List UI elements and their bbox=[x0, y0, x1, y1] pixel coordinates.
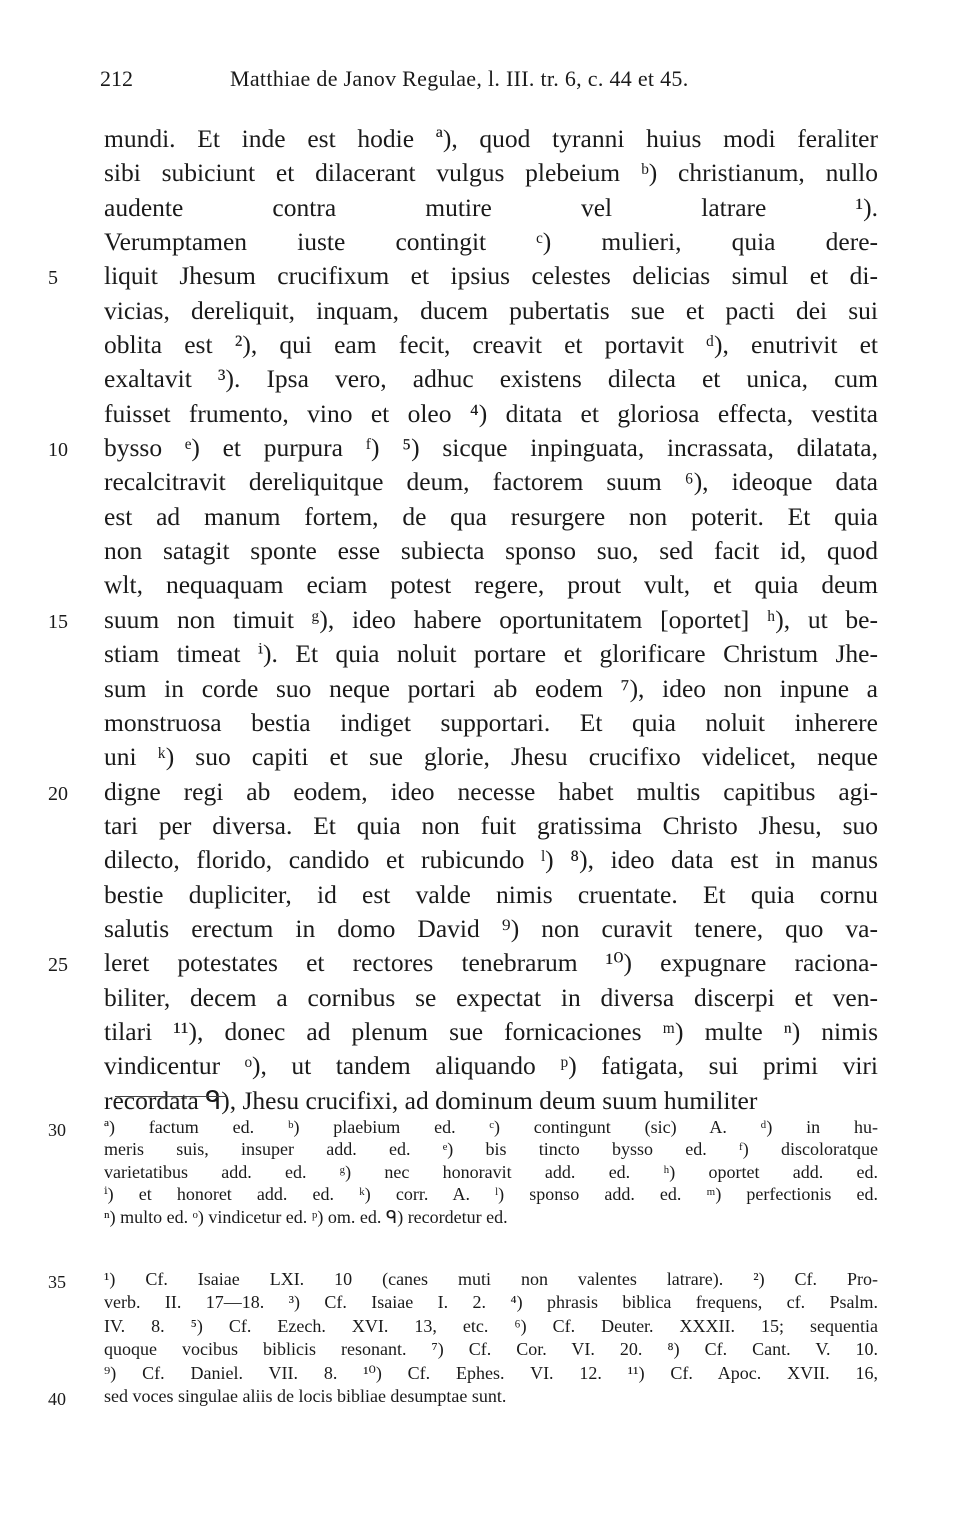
line-number: 10 bbox=[48, 439, 68, 462]
text-line bbox=[0, 431, 960, 465]
text-line bbox=[0, 191, 960, 225]
text-line bbox=[0, 775, 960, 809]
line-text: dilecto, florido, candido et rubicundo ˡ) ⁸), ideo data est in manus bbox=[104, 845, 878, 875]
apparatus-line bbox=[0, 1183, 960, 1205]
text-line bbox=[0, 603, 960, 637]
line-text: biliter, decem a cornibus se expectat in diversa discerpi et ven- bbox=[104, 982, 878, 1012]
line-text: mundi. Et inde est hodie ª), quod tyranni huius modi feraliter bbox=[104, 124, 878, 153]
line-text: monstruosa bestia indiget supportari. Et quia noluit inherere bbox=[104, 707, 878, 737]
line-text: est ad manum fortem, de qua resurgere non poterit. Et quia bbox=[104, 501, 878, 531]
line-text: IV. 8. ⁵) Cf. Ezech. XVI. 13, etc. ⁶) Cf. Deuter. XXXII. 15; sequentia bbox=[104, 1315, 878, 1336]
line-text: Verumptamen iuste contingit ᶜ) mulieri, quia dere- bbox=[104, 227, 878, 257]
line-text: salutis erectum in domo David ⁹) non curavit tenere, quo va- bbox=[104, 913, 878, 943]
text-line bbox=[0, 878, 960, 912]
source-line bbox=[0, 1338, 960, 1361]
text-line bbox=[0, 225, 960, 259]
text-line bbox=[0, 981, 960, 1015]
line-text: ⁹) Cf. Daniel. VII. 8. ¹⁰) Cf. Ephes. VI. 12. ¹¹) Cf. Apoc. XVII. 16, bbox=[104, 1362, 878, 1383]
line-number: 25 bbox=[48, 954, 68, 977]
text-line bbox=[0, 809, 960, 843]
source-line bbox=[0, 1362, 960, 1385]
line-text: leret potestates et rectores tenebrarum ¹⁰) expugnare raciona- bbox=[104, 948, 878, 978]
line-text: wlt, nequaquam eciam potest regere, prout vult, et quia deum bbox=[104, 570, 878, 600]
text-line bbox=[0, 259, 960, 293]
line-text: sibi subiciunt et dilacerant vulgus plebeium ᵇ) christianum, nullo bbox=[104, 158, 878, 188]
text-line bbox=[0, 465, 960, 499]
line-text: sed voces singulae aliis de locis bibliae desumptae sunt. bbox=[104, 1385, 507, 1406]
line-text: liquit Jhesum crucifixum et ipsius celestes delicias simul et di- bbox=[104, 261, 878, 291]
line-text: tilari ¹¹), donec ad plenum sue fornicaciones ᵐ) multe ⁿ) nimis bbox=[104, 1016, 878, 1046]
line-text: meris suis, insuper add. ed. ᵉ) bis tincto bysso ed. ᶠ) discoloratque bbox=[104, 1139, 878, 1160]
running-head: Matthiae de Janov Regulae, l. III. tr. 6, c. 44 et 45. bbox=[230, 66, 689, 91]
apparatus-line bbox=[0, 1116, 960, 1138]
line-text: recalcitravit dereliquitque deum, factorem suum ⁶), ideoque data bbox=[104, 467, 878, 497]
line-text: non satagit sponte esse subiecta sponso suo, sed facit id, quod bbox=[104, 536, 878, 566]
line-text: recordata ᑫ), Jhesu crucifixi, ad dominum deum suum humiliter bbox=[104, 1085, 758, 1115]
line-number: 40 bbox=[48, 1388, 66, 1409]
line-text: bestie dupliciter, id est valde nimis cruentate. Et quia cornu bbox=[104, 879, 878, 909]
main-text bbox=[0, 122, 960, 1118]
source-notes bbox=[0, 1268, 960, 1408]
line-text: ª) factum ed. ᵇ) plaebium ed. ᶜ) contingunt (sic) A. ᵈ) in hu- bbox=[104, 1117, 878, 1137]
text-line bbox=[0, 1015, 960, 1049]
text-line bbox=[0, 637, 960, 671]
line-text: vindicentur ᵒ), ut tandem aliquando ᵖ) fatigata, sui primi viri bbox=[104, 1051, 878, 1081]
text-line bbox=[0, 122, 960, 156]
text-line bbox=[0, 1049, 960, 1083]
text-line bbox=[0, 397, 960, 431]
text-line bbox=[0, 843, 960, 877]
line-text: quoque vocibus biblicis resonant. ⁷) Cf. Cor. VI. 20. ⁸) Cf. Cant. V. 10. bbox=[104, 1339, 878, 1360]
text-line bbox=[0, 534, 960, 568]
line-text: sum in corde suo neque portari ab eodem ⁷), ideo non inpune a bbox=[104, 673, 878, 703]
line-text: vicias, dereliquit, inquam, ducem pubertatis sue et pacti dei sui bbox=[104, 295, 878, 325]
source-line bbox=[0, 1291, 960, 1314]
line-text: audente contra mutire vel latrare ¹). bbox=[104, 192, 878, 222]
text-line bbox=[0, 1084, 960, 1118]
line-number: 35 bbox=[48, 1272, 66, 1292]
text-line bbox=[0, 156, 960, 190]
line-text: digne regi ab eodem, ideo necesse habet multis capitibus agi- bbox=[104, 776, 878, 806]
apparatus-line bbox=[0, 1138, 960, 1160]
line-text: fuisset frumento, vino et oleo ⁴) ditata et gloriosa effecta, vestita bbox=[104, 398, 878, 428]
line-text: varietatibus add. ed. ᵍ) nec honoravit add. ed. ʰ) oportet add. ed. bbox=[104, 1161, 878, 1182]
line-number: 5 bbox=[48, 267, 58, 290]
text-line bbox=[0, 706, 960, 740]
text-line bbox=[0, 672, 960, 706]
text-line bbox=[0, 946, 960, 980]
line-text: stiam timeat ⁱ). Et quia noluit portare et glorificare Christum Jhe- bbox=[104, 639, 878, 669]
line-number: 20 bbox=[48, 782, 68, 805]
page-number: 212 bbox=[100, 66, 133, 91]
text-line bbox=[0, 568, 960, 602]
line-number: 15 bbox=[48, 610, 68, 633]
line-text: tari per diversa. Et quia non fuit gratissima Christo Jhesu, suo bbox=[104, 810, 878, 840]
line-number: 30 bbox=[48, 1120, 66, 1140]
source-line bbox=[0, 1268, 960, 1291]
line-text: suum non timuit ᵍ), ideo habere oportunitatem [oportet] ʰ), ut be- bbox=[104, 604, 878, 634]
footnote-rule bbox=[115, 1096, 227, 1097]
text-line bbox=[0, 294, 960, 328]
line-text: ¹) Cf. Isaiae LXI. 10 (canes muti non valentes latrare). ²) Cf. Pro- bbox=[104, 1269, 878, 1289]
line-text: oblita est ²), qui eam fecit, creavit et portavit ᵈ), enutrivit et bbox=[104, 330, 878, 360]
line-text: exaltavit ³). Ipsa vero, adhuc existens dilecta et unica, cum bbox=[104, 364, 878, 394]
text-line bbox=[0, 740, 960, 774]
page-header bbox=[100, 66, 900, 106]
apparatus-line bbox=[0, 1161, 960, 1183]
source-line bbox=[0, 1385, 960, 1408]
line-text: verb. II. 17—18. ³) Cf. Isaiae I. 2. ⁴) phrasis biblica frequens, cf. Psalm. bbox=[104, 1292, 878, 1313]
text-line bbox=[0, 500, 960, 534]
line-text: ⁱ) et honoret add. ed. ᵏ) corr. A. ˡ) sponso add. ed. ᵐ) perfectionis ed. bbox=[104, 1184, 878, 1205]
text-line bbox=[0, 912, 960, 946]
line-text: bysso ᵉ) et purpura ᶠ) ⁵) sicque inpinguata, incrassata, dilatata, bbox=[104, 433, 878, 463]
source-line bbox=[0, 1315, 960, 1338]
line-text: ⁿ) multo ed. ᵒ) vindicetur ed. ᵖ) om. ed. ᑫ) recordetur ed. bbox=[104, 1206, 508, 1227]
text-line bbox=[0, 328, 960, 362]
apparatus-line bbox=[0, 1206, 960, 1228]
line-text: uni ᵏ) suo capiti et sue glorie, Jhesu crucifixo videlicet, neque bbox=[104, 742, 878, 772]
critical-apparatus bbox=[0, 1116, 960, 1228]
text-line bbox=[0, 362, 960, 396]
